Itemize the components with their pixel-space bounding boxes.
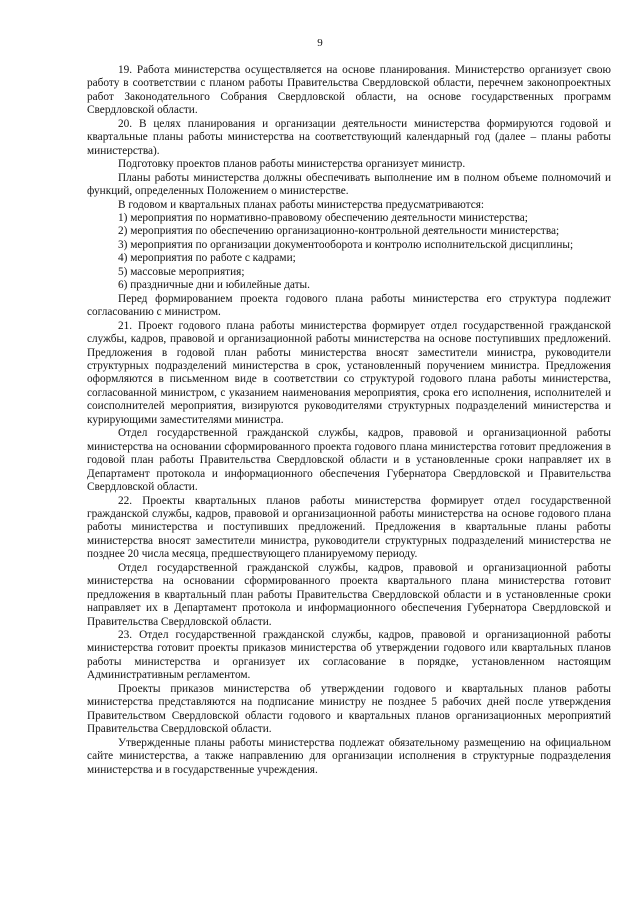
list-item-1: 1) мероприятия по нормативно-правовому обеспечению деятельности министерства;	[118, 211, 528, 224]
paragraph-23: 23. Отдел государственной гражданской службы, кадров, правовой и организационной работы министерства готовит проекты приказов министерства об утверждении годового или квартальных планов работы министерства и организует их согласование в порядке, установленном настоящим Административным регламентом.	[87, 629, 611, 682]
paragraph-plan-requirements: Планы работы министерства должны обеспечивать выполнение им в полном объеме полномочий и функций, определенных Положением о министерстве.	[87, 171, 611, 198]
list-item-3: 3) мероприятия по организации документооборота и контролю исполнительской дисциплины;	[118, 238, 574, 251]
paragraph-plan-preparation: Подготовку проектов планов работы министерства организует министр.	[118, 158, 466, 171]
document-body	[87, 64, 611, 777]
page-number: 9	[317, 37, 323, 49]
paragraph-order-signing: Проекты приказов министерства об утверждении годового и квартальных планов работы министерства представляются на подписание министру не позднее 5 рабочих дней после утверждения Правительством Свердловской области годового и квартальных планов организационных мероприятий Правительства Свердловской области.	[87, 682, 611, 736]
paragraph-publication: Утвержденные планы работы министерства подлежат обязательному размещению на официальном сайте министерства, а также направлению для организации исполнения в структурные подразделения министерства и в государственные учреждения.	[87, 736, 611, 776]
list-item-5: 5) массовые мероприятия;	[118, 265, 245, 278]
list-item-6: 6) праздничные дни и юбилейные даты.	[118, 279, 310, 292]
paragraph-21: 21. Проект годового плана работы министерства формирует отдел государственной гражданской службы, кадров, правовой и организационной работы министерства на основе поступивших предложений. Предложения в годовой план работы министерства вносят заместители министра, руководители структурных подразделений министерства в срок, установленный поручением министра. Предложения оформляются в письменном виде в соответствии со структурой годового плана работы министерства, согласованной министром, с указанием наименования мероприятия, срока его исполнения, исполнителей и соисполнителей мероприятия, визируются руководителями структурных подразделений министерства и курирующими заместителями министра.	[87, 319, 611, 426]
paragraph-structure-approval: Перед формированием проекта годового плана работы министерства его структура подлежит согласованию с министром.	[87, 292, 611, 319]
paragraph-22: 22. Проекты квартальных планов работы министерства формирует отдел государственной гражданской службы, кадров, правовой и организационной работы министерства на основе годового плана работы министерства и поступивших предложений. Предложения в квартальные планы работы министерства вносят заместители министра, руководители структурных подразделений министерства не позднее 20 числа месяца, предшествующего планируемому периоду.	[87, 494, 611, 561]
paragraph-19: 19. Работа министерства осуществляется на основе планирования. Министерство организует свою работу в соответствии с планом работы Правительства Свердловской области, перечнем законопроектных работ Законодательного Собрания Свердловской области, на основе государственных программ Свердловской области.	[87, 64, 611, 117]
paragraph-20: 20. В целях планирования и организации деятельности министерства формируются годовой и квартальные планы работы министерства на соответствующий календарный год (далее – планы работы министерства).	[87, 117, 611, 157]
paragraph-quarterly-proposals: Отдел государственной гражданской службы, кадров, правовой и организационной работы министерства на основании сформированного проекта квартального плана министерства готовит предложения в квартальный план работы Правительства Свердловской области и в установленные сроки направляет их в Департамент протокола и информационного обеспечения Губернатора Свердловской и Правительства Свердловской области.	[87, 561, 611, 628]
list-item-2: 2) мероприятия по обеспечению организационно-контрольной деятельности министерства;	[118, 225, 560, 238]
paragraph-plan-contents-intro: В годовом и квартальных планах работы министерства предусматриваются:	[118, 198, 485, 211]
list-item-4: 4) мероприятия по работе с кадрами;	[118, 252, 296, 265]
paragraph-annual-proposals: Отдел государственной гражданской службы, кадров, правовой и организационной работы министерства на основании сформированного проекта годового плана министерства готовит предложения в годовой план работы Правительства Свердловской области и в установленные сроки направляет их в Департамент протокола и информационного обеспечения Губернатора Свердловской и Правительства Свердловской области.	[87, 427, 611, 494]
